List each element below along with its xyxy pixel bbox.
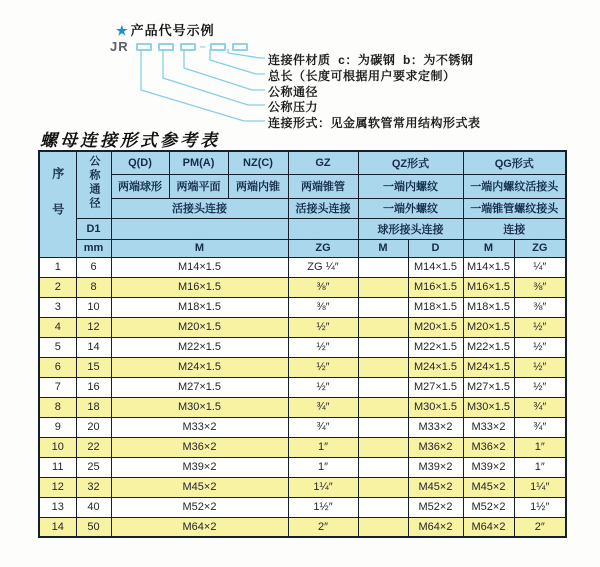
table-row: [39, 457, 566, 477]
header-m-label: M: [111, 239, 288, 257]
table-row: [39, 337, 566, 357]
header-qz-connection: 球形接头连接: [358, 218, 463, 239]
nut-connection-reference-table: [38, 150, 567, 538]
header-col-gz: GZ: [288, 151, 358, 174]
header-nominal-diameter: 公称通径: [76, 151, 111, 218]
cell-seq: 7: [39, 377, 76, 397]
header-qz-desc2: 一端外螺纹: [358, 198, 463, 218]
table-row: [39, 377, 566, 397]
cell-qg-m: M20×1.5: [463, 317, 514, 337]
table-row: [39, 257, 566, 277]
cell-dn-mm: 12: [76, 317, 111, 337]
header-col-qz: QZ形式: [358, 151, 463, 174]
header-mm: mm: [76, 239, 111, 257]
code-box-connection-form: [136, 43, 152, 51]
table-header: [39, 151, 566, 257]
cell-qz-m: [358, 437, 408, 457]
cell-qg-zg: 2″: [514, 517, 566, 537]
label-connector-material: 连接件材质 c：为碳钢 b：为不锈钢: [268, 53, 474, 67]
header-col-q: Q(D): [111, 151, 169, 174]
cell-qz-m: [358, 277, 408, 297]
cell-qg-m: M22×1.5: [463, 337, 514, 357]
cell-qg-m: M33×2: [463, 417, 514, 437]
cell-qz-d: M64×2: [408, 517, 463, 537]
cell-qz-m: [358, 337, 408, 357]
cell-thread-m: M20×1.5: [111, 317, 288, 337]
cell-dn-mm: 40: [76, 497, 111, 517]
header-d1: D1: [76, 218, 111, 239]
header-gz-connection: 活接头连接: [288, 198, 358, 218]
cell-qg-m: M16×1.5: [463, 277, 514, 297]
table-row: [39, 297, 566, 317]
header-qz-desc1: 一端内螺纹: [358, 174, 463, 198]
cell-qz-d: M18×1.5: [408, 297, 463, 317]
table-row: [39, 477, 566, 497]
cell-qg-zg: ¾″: [514, 417, 566, 437]
header-pm-desc: 两端平面: [169, 174, 228, 198]
cell-qz-d: M22×1.5: [408, 337, 463, 357]
table-row: [39, 437, 566, 457]
cell-dn-mm: 22: [76, 437, 111, 457]
cell-gz-zg: 1″: [288, 457, 358, 477]
cell-qz-m: [358, 477, 408, 497]
cell-qz-d: M27×1.5: [408, 377, 463, 397]
cell-qg-zg: ¾″: [514, 397, 566, 417]
cell-thread-m: M14×1.5: [111, 257, 288, 277]
header-zg-label: ZG: [288, 239, 358, 257]
cell-gz-zg: ½″: [288, 337, 358, 357]
cell-gz-zg: ⅜″: [288, 277, 358, 297]
cell-qz-d: M30×1.5: [408, 397, 463, 417]
cell-thread-m: M16×1.5: [111, 277, 288, 297]
header-col-pm: PM(A): [169, 151, 228, 174]
cell-thread-m: M45×2: [111, 477, 288, 497]
cell-gz-zg: ⅜″: [288, 297, 358, 317]
cell-qg-zg: ¼″: [514, 257, 566, 277]
cell-dn-mm: 8: [76, 277, 111, 297]
cell-seq: 11: [39, 457, 76, 477]
cell-dn-mm: 14: [76, 337, 111, 357]
cell-qg-zg: ⅜″: [514, 297, 566, 317]
table-row: [39, 517, 566, 537]
cell-qg-zg: 1″: [514, 437, 566, 457]
cell-dn-mm: 20: [76, 417, 111, 437]
cell-gz-zg: ½″: [288, 357, 358, 377]
cell-qg-zg: ½″: [514, 337, 566, 357]
cell-seq: 9: [39, 417, 76, 437]
header-qg-connection: 连接: [463, 218, 566, 239]
cell-qg-m: M27×1.5: [463, 377, 514, 397]
code-box-total-length: [210, 43, 226, 51]
cell-qz-m: [358, 297, 408, 317]
code-box-material: [232, 43, 248, 51]
cell-gz-zg: 1″: [288, 437, 358, 457]
cell-gz-zg: ¾″: [288, 397, 358, 417]
table-title: 螺母连接形式参考表: [40, 131, 220, 151]
cell-qg-zg: 1¼″: [514, 477, 566, 497]
cell-dn-mm: 15: [76, 357, 111, 377]
cell-seq: 12: [39, 477, 76, 497]
cell-seq: 10: [39, 437, 76, 457]
cell-qg-zg: ⅜″: [514, 277, 566, 297]
cell-gz-zg: ¾″: [288, 417, 358, 437]
header-qg-desc2: 一端锥管螺纹接头: [463, 198, 566, 218]
cell-gz-zg: 2″: [288, 517, 358, 537]
cell-seq: 8: [39, 397, 76, 417]
cell-seq: 3: [39, 297, 76, 317]
header-qg-desc1: 一端内螺纹活接头: [463, 174, 566, 198]
code-box-nominal-pressure: [158, 43, 174, 51]
cell-qz-m: [358, 397, 408, 417]
cell-qg-m: M30×1.5: [463, 397, 514, 417]
cell-seq: 6: [39, 357, 76, 377]
table-row: [39, 497, 566, 517]
cell-gz-zg: ½″: [288, 317, 358, 337]
cell-thread-m: M39×2: [111, 457, 288, 477]
cell-qz-m: [358, 457, 408, 477]
cell-qg-m: M39×2: [463, 457, 514, 477]
cell-seq: 4: [39, 317, 76, 337]
cell-qz-d: M36×2: [408, 437, 463, 457]
cell-qg-m: M24×1.5: [463, 357, 514, 377]
cell-qz-m: [358, 497, 408, 517]
header-gz-desc: 两端锥管: [288, 174, 358, 198]
cell-seq: 13: [39, 497, 76, 517]
header-qg-m-label: M: [463, 239, 514, 257]
cell-dn-mm: 50: [76, 517, 111, 537]
header-col-qg: QG形式: [463, 151, 566, 174]
cell-qg-zg: 1½″: [514, 497, 566, 517]
cell-gz-zg: 1¼″: [288, 477, 358, 497]
header-qg-zg-label: ZG: [514, 239, 566, 257]
product-code-heading: [116, 20, 215, 39]
cell-thread-m: M24×1.5: [111, 357, 288, 377]
cell-qz-d: M20×1.5: [408, 317, 463, 337]
header-union-connection: 活接头连接: [111, 198, 288, 218]
label-nominal-diameter: 公称通径: [268, 85, 319, 99]
cell-gz-zg: ZG ¼″: [288, 257, 358, 277]
cell-dn-mm: 18: [76, 397, 111, 417]
cell-qg-zg: ½″: [514, 317, 566, 337]
cell-thread-m: M27×1.5: [111, 377, 288, 397]
header-col-nz: NZ(C): [228, 151, 288, 174]
cell-qg-m: M52×2: [463, 497, 514, 517]
cell-seq: 14: [39, 517, 76, 537]
cell-qz-d: M33×2: [408, 417, 463, 437]
cell-dn-mm: 10: [76, 297, 111, 317]
cell-qz-d: M45×2: [408, 477, 463, 497]
cell-thread-m: M18×1.5: [111, 297, 288, 317]
cell-gz-zg: 1½″: [288, 497, 358, 517]
cell-thread-m: M33×2: [111, 417, 288, 437]
header-nz-desc: 两端内锥: [228, 174, 288, 198]
header-qz-d-label: D: [408, 239, 463, 257]
cell-gz-zg: ½″: [288, 377, 358, 397]
table-body: [39, 257, 566, 537]
cell-qz-d: M39×2: [408, 457, 463, 477]
cell-qz-m: [358, 377, 408, 397]
cell-thread-m: M52×2: [111, 497, 288, 517]
product-code-heading-text: 产品代号示例: [130, 23, 215, 38]
cell-thread-m: M30×1.5: [111, 397, 288, 417]
code-box-nominal-diameter: [180, 43, 196, 51]
table-row: [39, 317, 566, 337]
cell-thread-m: M64×2: [111, 517, 288, 537]
table-row: [39, 357, 566, 377]
header-seq: 序号: [39, 151, 76, 257]
product-code-row: [110, 39, 251, 54]
cell-qg-m: M64×2: [463, 517, 514, 537]
cell-qz-d: M52×2: [408, 497, 463, 517]
cell-dn-mm: 32: [76, 477, 111, 497]
label-nominal-pressure: 公称压力: [268, 100, 319, 114]
cell-thread-m: M36×2: [111, 437, 288, 457]
cell-qg-m: M36×2: [463, 437, 514, 457]
table-row: [39, 397, 566, 417]
cell-qg-zg: 1″: [514, 457, 566, 477]
cell-qz-m: [358, 317, 408, 337]
cell-qg-m: M45×2: [463, 477, 514, 497]
code-dash: –: [199, 40, 206, 53]
cell-seq: 5: [39, 337, 76, 357]
table-row: [39, 417, 566, 437]
header-empty-qnz: [111, 218, 288, 239]
cell-dn-mm: 16: [76, 377, 111, 397]
table-row: [39, 277, 566, 297]
cell-qz-m: [358, 357, 408, 377]
star-icon: ★: [116, 23, 129, 38]
label-connection-form: 连接形式：见金属软管常用结构形式表: [268, 116, 481, 130]
cell-qz-m: [358, 517, 408, 537]
cell-seq: 1: [39, 257, 76, 277]
cell-qz-d: M24×1.5: [408, 357, 463, 377]
header-empty-gz: [288, 218, 358, 239]
cell-qz-m: [358, 257, 408, 277]
header-qz-m-label: M: [358, 239, 408, 257]
cell-thread-m: M22×1.5: [111, 337, 288, 357]
cell-qg-zg: ½″: [514, 357, 566, 377]
cell-qg-m: M18×1.5: [463, 297, 514, 317]
cell-dn-mm: 6: [76, 257, 111, 277]
cell-qz-m: [358, 417, 408, 437]
cell-qg-zg: ½″: [514, 377, 566, 397]
cell-qg-m: M14×1.5: [463, 257, 514, 277]
label-total-length: 总长（长度可根据用户要求定制）: [268, 69, 456, 83]
cell-dn-mm: 25: [76, 457, 111, 477]
header-q-desc: 两端球形: [111, 174, 169, 198]
cell-qz-d: M16×1.5: [408, 277, 463, 297]
cell-seq: 2: [39, 277, 76, 297]
code-prefix: JR: [110, 39, 129, 54]
cell-qz-d: M14×1.5: [408, 257, 463, 277]
